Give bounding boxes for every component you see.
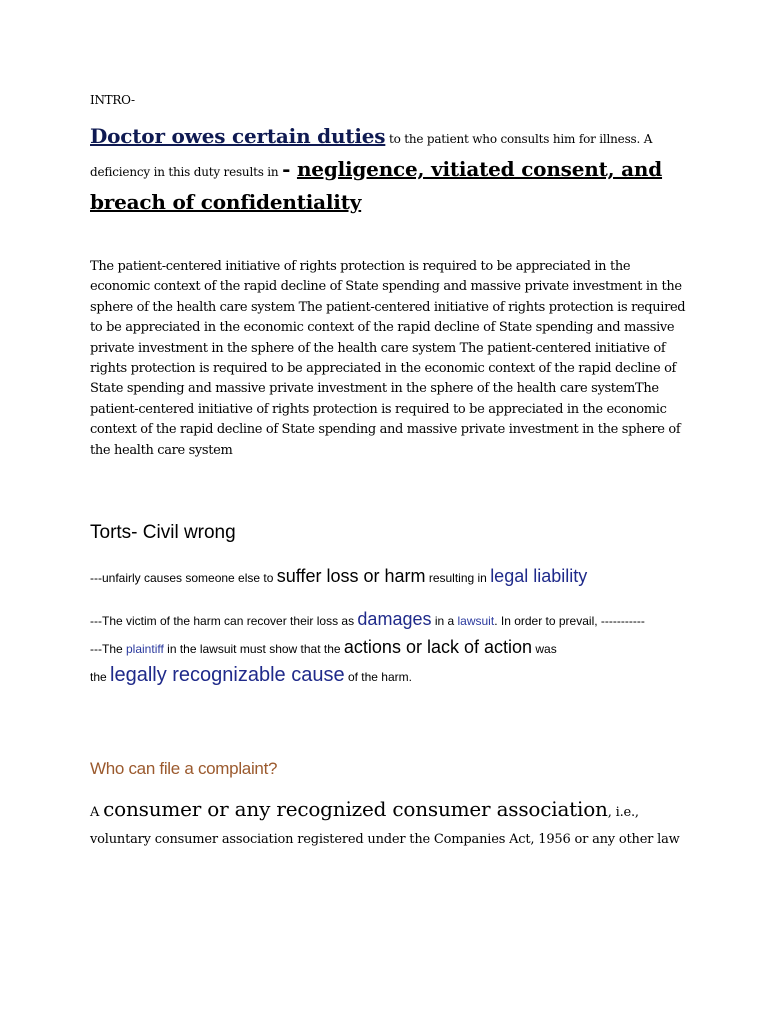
- torts-line-1-big-suffer: suffer loss or harm: [276, 566, 426, 586]
- lawsuit-link[interactable]: lawsuit: [457, 614, 495, 628]
- torts-line-3-big-actions: actions or lack of action: [343, 637, 533, 657]
- damages-link[interactable]: damages: [357, 609, 432, 629]
- torts-line-2-text-a: ---The victim of the harm can recover their loss as: [90, 614, 358, 628]
- torts-line-3-text-e: was: [532, 642, 557, 656]
- intro-headline: [90, 121, 690, 220]
- complaint-consumer-phrase: consumer or any recognized consumer association: [103, 797, 608, 821]
- complaint-heading: Who can file a complaint?: [90, 759, 278, 778]
- complaint-text-c: , i.e., voluntary consumer association registered under the Companies Act, 1956 or any other law: [90, 805, 680, 847]
- legally-recognizable-cause-link[interactable]: legally recognizable cause: [110, 664, 345, 686]
- torts-line-1-text-a: ---unfairly causes someone else to: [90, 571, 277, 585]
- torts-line-4-text-c: of the harm.: [344, 670, 412, 684]
- torts-line-1: [90, 566, 587, 587]
- torts-line-4: [90, 664, 412, 687]
- torts-heading: Torts- Civil wrong: [90, 522, 236, 543]
- headline-bold-duties: Doctor owes certain duties: [90, 124, 386, 148]
- body-paragraph: The patient-centered initiative of rights protection is required to be appreciated in the economic context of the rapid decline of State spending and massive private investment in the sphere of the health care system The patient-centered initiative of rights protection is required to be appreciated in the economic context of the rapid decline of State spending and massive private investment in the sphere of the health care system The patient-centered initiative of rights protection is required to be appreciated in the economic context of the rapid decline of State spending and massive private investment in the sphere of the health care systemThe patient-centered initiative of rights protection is required to be appreciated in the economic context of the rapid decline of State spending and massive private investment in the sphere of the health care system: [90, 259, 686, 458]
- torts-line-2-text-c: in a: [431, 614, 458, 628]
- legal-liability-link[interactable]: legal liability: [490, 566, 588, 586]
- torts-line-3-text-c: in the lawsuit must show that the: [163, 642, 344, 656]
- plaintiff-link[interactable]: plaintiff: [126, 642, 164, 656]
- intro-label: INTRO-: [90, 93, 135, 107]
- torts-line-1-text-c: resulting in: [425, 571, 491, 585]
- headline-bold-negligence: negligence, vitiated consent, and breach of confidentiality: [90, 157, 663, 214]
- headline-dash: -: [282, 157, 297, 181]
- torts-line-3-text-a: ---The: [90, 642, 126, 656]
- torts-line-2-text-e: . In order to prevail, -----------: [494, 614, 645, 628]
- complaint-text-a: A: [90, 805, 104, 820]
- headline-text: to the patient who consults him for illness. A deficiency in this duty results in: [90, 132, 653, 179]
- torts-line-4-text-a: the: [90, 670, 111, 684]
- torts-line-3: [90, 637, 557, 658]
- complaint-text: [90, 796, 690, 853]
- torts-line-2: [90, 609, 645, 630]
